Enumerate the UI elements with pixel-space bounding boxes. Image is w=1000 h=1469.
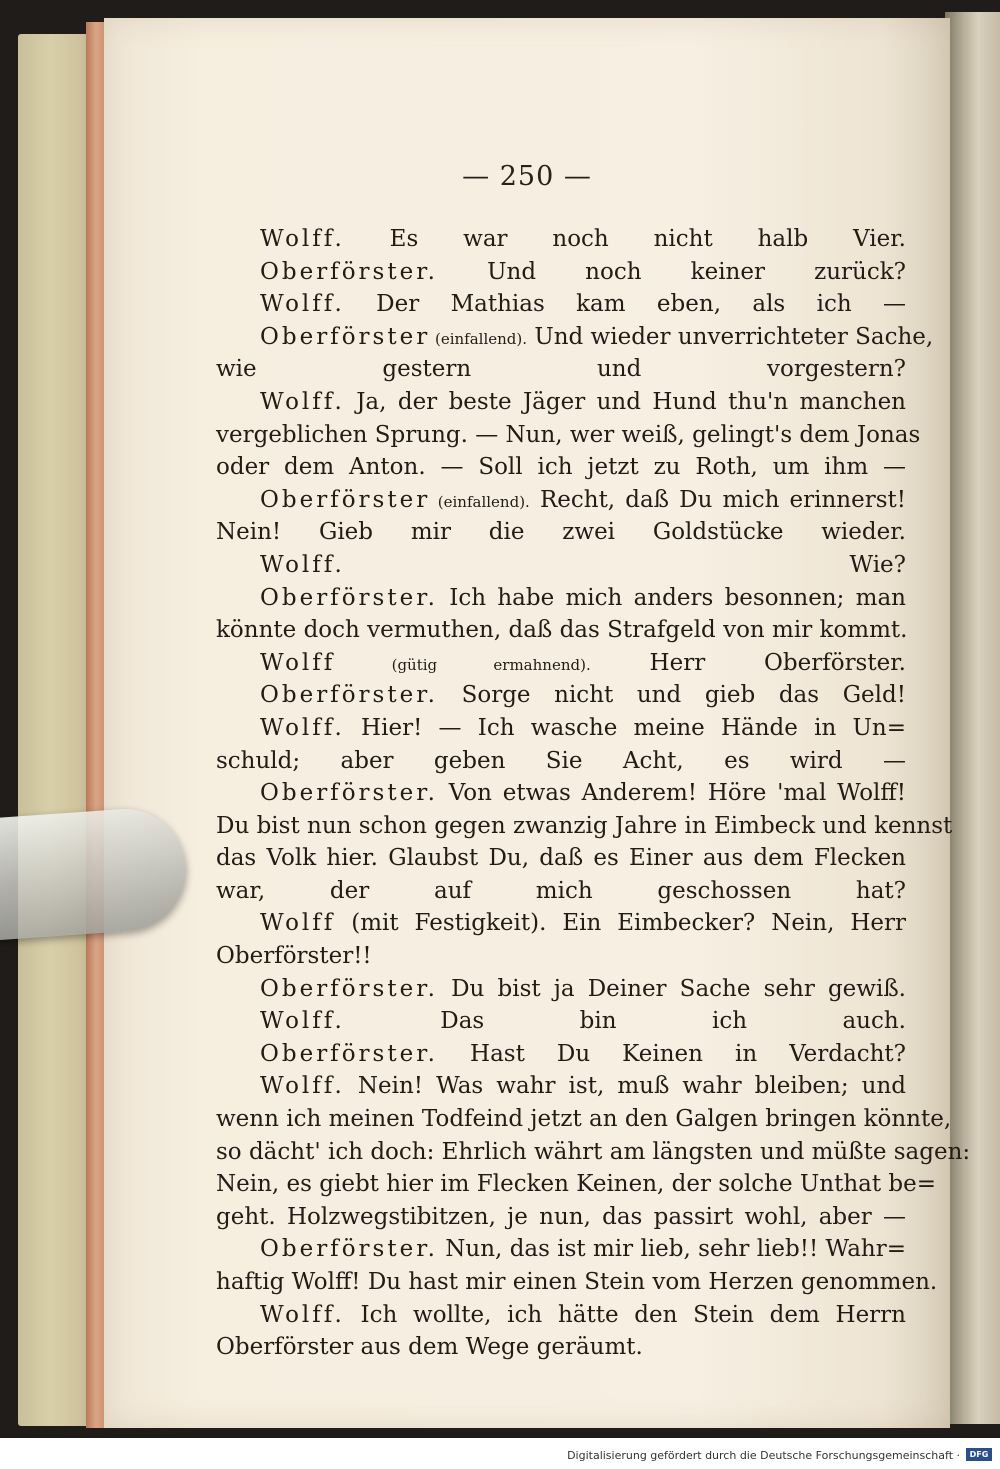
stage-direction: (einfallend). xyxy=(430,492,530,511)
text-line xyxy=(216,1233,906,1266)
text-line xyxy=(216,321,934,354)
text-line xyxy=(216,745,906,778)
text-line xyxy=(216,1070,906,1103)
line-text: Es war noch nicht halb Vier. xyxy=(344,226,906,252)
text-line xyxy=(216,549,906,582)
line-text: Der Mathias kam eben, als ich — xyxy=(344,291,906,318)
line-text: Hier! — Ich wasche meine Hände in Un= xyxy=(344,714,906,741)
text-line xyxy=(216,712,906,745)
speaker-name: Wolff. xyxy=(260,1301,345,1328)
line-text: haftig Wolff! Du hast mir einen Stein vom Herzen genommen. xyxy=(216,1269,938,1295)
line-text: Von etwas Anderem! Höre 'mal Wolff! xyxy=(437,780,906,807)
speaker-name: Oberförster. xyxy=(260,258,438,285)
speaker-name: Oberförster. xyxy=(260,1236,438,1263)
line-text: das Volk hier. Glaubst Du, daß es Einer aus dem Flecken xyxy=(216,845,906,872)
line-text: Nun, das ist mir lieb, sehr lieb!! Wahr= xyxy=(437,1236,906,1263)
speaker-name: Wolff xyxy=(260,910,336,937)
text-line xyxy=(216,647,906,680)
stage-direction: (einfallend). xyxy=(430,329,528,348)
text-line xyxy=(216,907,906,940)
text-line xyxy=(216,1201,906,1234)
line-text: Nein, es giebt hier im Flecken Keinen, der solche Unthat be= xyxy=(216,1171,937,1198)
page-number: — 250 — xyxy=(462,161,592,192)
line-text: wenn ich meinen Todfeind jetzt an den Galgen bringen könnte, xyxy=(216,1106,952,1133)
text-line xyxy=(216,679,906,712)
text-line xyxy=(216,1038,906,1071)
text-line xyxy=(216,419,921,452)
text-line xyxy=(216,1168,937,1201)
text-line xyxy=(216,353,906,386)
line-text: Oberförster aus dem Wege geräumt. xyxy=(216,1334,643,1361)
text-line xyxy=(216,484,906,517)
line-text: Ja, der beste Jäger und Hund thu'n manchen xyxy=(344,388,906,415)
line-text: geht. Holzwegstibitzen, je nun, das passirt wohl, aber — xyxy=(216,1203,906,1230)
page-text xyxy=(216,223,971,1364)
line-text: Hast Du Keinen in Verdacht? xyxy=(437,1040,906,1067)
text-line xyxy=(216,1136,971,1169)
line-text: Ich habe mich anders besonnen; man xyxy=(437,584,906,611)
text-line xyxy=(216,1005,906,1038)
speaker-name: Oberförster. xyxy=(260,1040,438,1067)
speaker-name: Wolff. xyxy=(260,291,345,318)
line-text: Nein! Gieb mir die zwei Goldstücke wieder. xyxy=(216,519,906,546)
speaker-name: Wolff. xyxy=(260,551,345,578)
following-pages xyxy=(945,12,1000,1424)
line-text: könnte doch vermuthen, daß das Strafgeld von mir kommt. xyxy=(216,617,908,644)
footer-bar xyxy=(0,1438,1000,1469)
line-text: Und wieder unverrichteter Sache, xyxy=(527,323,934,350)
speaker-name: Wolff xyxy=(260,649,336,676)
line-text: Das bin ich auch. xyxy=(344,1008,906,1035)
speaker-name: Wolff. xyxy=(260,1073,345,1100)
line-text: Herr Oberförster. xyxy=(590,649,906,676)
text-line xyxy=(216,516,906,549)
speaker-name: Wolff. xyxy=(260,388,345,415)
footer-credit: Digitalisierung gefördert durch die Deutsche Forschungsgemeinschaft · xyxy=(567,1449,960,1462)
speaker-name: Oberförster. xyxy=(260,975,438,1002)
text-line xyxy=(216,1331,906,1364)
text-line xyxy=(216,223,906,256)
text-line xyxy=(216,1266,938,1299)
line-text: schuld; aber geben Sie Acht, es wird — xyxy=(216,747,906,774)
line-text: Du bist nun schon gegen zwanzig Jahre in Eimbeck und kennst xyxy=(216,812,953,839)
line-text: oder dem Anton. — Soll ich jetzt zu Roth, um ihm — xyxy=(216,454,906,481)
line-text: Oberförster!! xyxy=(216,943,372,970)
dfg-logo: DFG xyxy=(966,1448,992,1461)
line-text: Recht, daß Du mich erinnerst! xyxy=(529,486,906,513)
text-line xyxy=(216,875,906,908)
speaker-name: Wolff. xyxy=(260,1008,345,1035)
line-text: Wie? xyxy=(344,551,906,578)
text-line xyxy=(216,386,906,419)
line-text: war, der auf mich geschossen hat? xyxy=(216,877,906,904)
speaker-name: Oberförster xyxy=(260,323,431,350)
speaker-name: Oberförster. xyxy=(260,682,438,709)
text-line xyxy=(216,973,906,1006)
speaker-name: Oberförster. xyxy=(260,584,438,611)
text-line xyxy=(216,842,906,875)
text-line xyxy=(216,614,906,647)
text-line xyxy=(216,582,906,615)
speaker-name: Oberförster xyxy=(260,486,431,513)
line-text: Nein! Was wahr ist, muß wahr bleiben; und xyxy=(344,1073,906,1100)
line-text: Ich wollte, ich hätte den Stein dem Herrn xyxy=(344,1301,906,1328)
speaker-name: Oberförster. xyxy=(260,780,438,807)
line-text: wie gestern und vorgestern? xyxy=(216,356,906,383)
text-line xyxy=(216,256,906,289)
text-line xyxy=(216,1299,906,1332)
line-text: Du bist ja Deiner Sache sehr gewiß. xyxy=(437,975,906,1002)
text-line xyxy=(216,777,906,810)
line-text: Und noch keiner zurück? xyxy=(437,258,906,285)
stage-direction: (gütig ermahnend). xyxy=(335,655,591,674)
text-line xyxy=(216,1103,952,1136)
line-text: (mit Festigkeit). Ein Eimbecker? Nein, Herr xyxy=(335,910,906,937)
text-line xyxy=(216,940,906,973)
speaker-name: Wolff. xyxy=(260,226,345,252)
text-line xyxy=(216,451,906,484)
speaker-name: Wolff. xyxy=(260,714,345,741)
line-text: Sorge nicht und gieb das Geld! xyxy=(437,682,906,709)
text-line xyxy=(216,810,953,843)
line-text: vergeblichen Sprung. — Nun, wer weiß, gelingt's dem Jonas xyxy=(216,421,921,448)
book-page xyxy=(104,18,971,1428)
line-text: so dächt' ich doch: Ehrlich währt am längsten und müßte sagen: xyxy=(216,1138,971,1165)
text-line xyxy=(216,288,906,321)
